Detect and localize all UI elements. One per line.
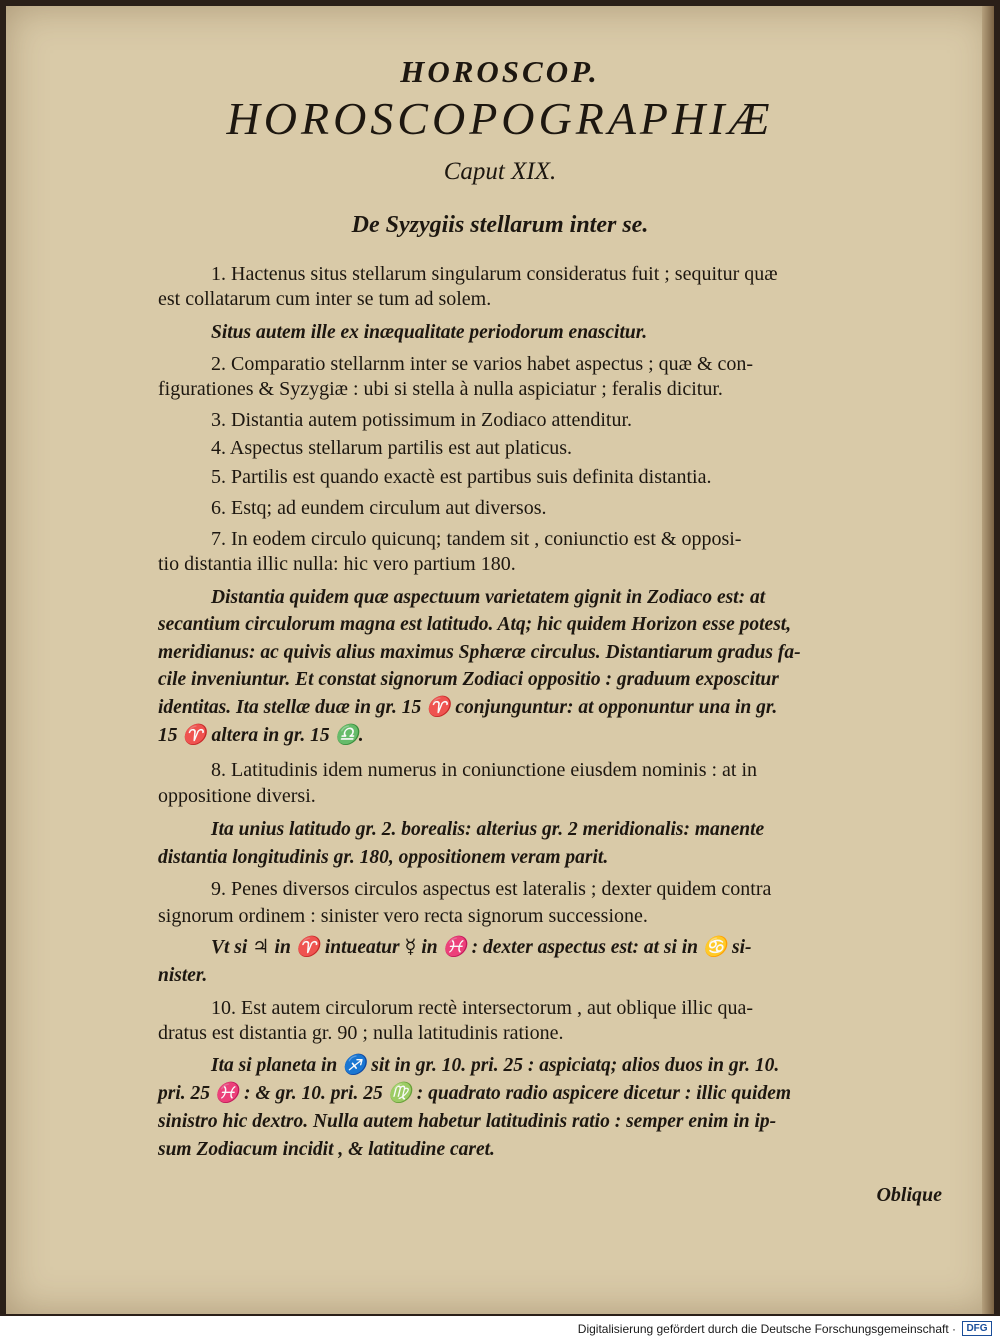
page-edge (982, 6, 994, 1314)
chapter-heading: Caput XIX. (443, 158, 557, 185)
italic-text-line: distantia longitudinis gr. 180, oppositionem veram parit. (158, 847, 609, 868)
italic-text-line: nister. (158, 965, 208, 986)
italic-text-line: meridianus: ac quivis alius maximus Sphæræ circulus. Distantiarum gradus fa- (158, 642, 801, 663)
text-line: 5. Partilis est quando exactè est partibus suis definita distantia. (211, 466, 712, 488)
text-line: est collatarum cum inter se tum ad solem. (158, 288, 492, 310)
italic-text-line: secantium circulorum magna est latitudo. Atq; hic quidem Horizon esse potest, (158, 614, 792, 635)
text-line: 7. In eodem circulo quicunq; tandem sit , coniunctio est & opposi- (211, 528, 742, 550)
book-page (6, 6, 994, 1314)
funding-credit: Digitalisierung gefördert durch die Deutsche Forschungsgemeinschaft · (577, 1322, 956, 1336)
text-line: 4. Aspectus stellarum partilis est aut platicus. (211, 437, 573, 459)
text-line: tio distantia illic nulla: hic vero partium 180. (158, 553, 516, 575)
italic-text-line: Vt si ♃ in ♈ intueatur ☿ in ♓ : dexter aspectus est: at si in ♋ si- (211, 937, 752, 958)
text-line: figurationes & Syzygiæ : ubi si stella à nulla aspiciatur ; feralis dicitur. (158, 378, 723, 400)
footer-bar (0, 1316, 1000, 1342)
italic-text-line: Distantia quidem quæ aspectuum varietatem gignit in Zodiaco est: at (211, 587, 766, 608)
catchword: Oblique (876, 1184, 942, 1206)
page-title: HOROSCOPOGRAPHIÆ (226, 93, 774, 144)
text-line: signorum ordinem : sinister vero recta signorum successione. (158, 905, 648, 927)
text-line: 8. Latitudinis idem numerus in coniunctione eiusdem nominis : at in (211, 759, 758, 781)
text-line: oppositione diversi. (158, 785, 316, 807)
text-line: 6. Estq; ad eundem circulum aut diversos. (211, 497, 547, 519)
italic-text-line: cile inveniuntur. Et constat signorum Zodiaci oppositio : graduum exposcitur (158, 669, 779, 690)
text-line: dratus est distantia gr. 90 ; nulla latitudinis ratione. (158, 1022, 564, 1044)
dfg-logo-icon: DFG (962, 1321, 992, 1336)
italic-text-line: Ita si planeta in ♐ sit in gr. 10. pri. 25 : aspiciatq; alios duos in gr. 10. (211, 1055, 780, 1076)
italic-text-line: sum Zodiacum incidit , & latitudine caret. (158, 1139, 495, 1160)
italic-text-line: pri. 25 ♓ : & gr. 10. pri. 25 ♍ : quadrato radio aspicere dicetur : illic quidem (158, 1083, 792, 1104)
italic-text-line: Situs autem ille ex inæqualitate periodorum enascitur. (211, 322, 648, 343)
section-title: De Syzygiis stellarum inter se. (351, 212, 649, 238)
running-head: HOROSCOP. (400, 54, 600, 89)
italic-text-line: sinistro hic dextro. Nulla autem habetur latitudinis ratio : semper enim in ip- (158, 1111, 777, 1132)
italic-text-line: 15 ♈ altera in gr. 15 ♎. (158, 725, 364, 746)
italic-text-line: Ita unius latitudo gr. 2. borealis: alterius gr. 2 meridionalis: manente (211, 819, 765, 840)
text-line: 9. Penes diversos circulos aspectus est lateralis ; dexter quidem contra (211, 878, 772, 900)
italic-text-line: identitas. Ita stellæ duæ in gr. 15 ♈ conjunguntur: at opponuntur una in gr. (158, 697, 778, 718)
text-line: 3. Distantia autem potissimum in Zodiaco attenditur. (211, 409, 633, 431)
text-line: 10. Est autem circulorum rectè intersectorum , aut oblique illic qua- (211, 997, 754, 1019)
text-line: 1. Hactenus situs stellarum singularum consideratus fuit ; sequitur quæ (211, 263, 778, 285)
text-line: 2. Comparatio stellarnm inter se varios habet aspectus ; quæ & con- (211, 353, 754, 375)
